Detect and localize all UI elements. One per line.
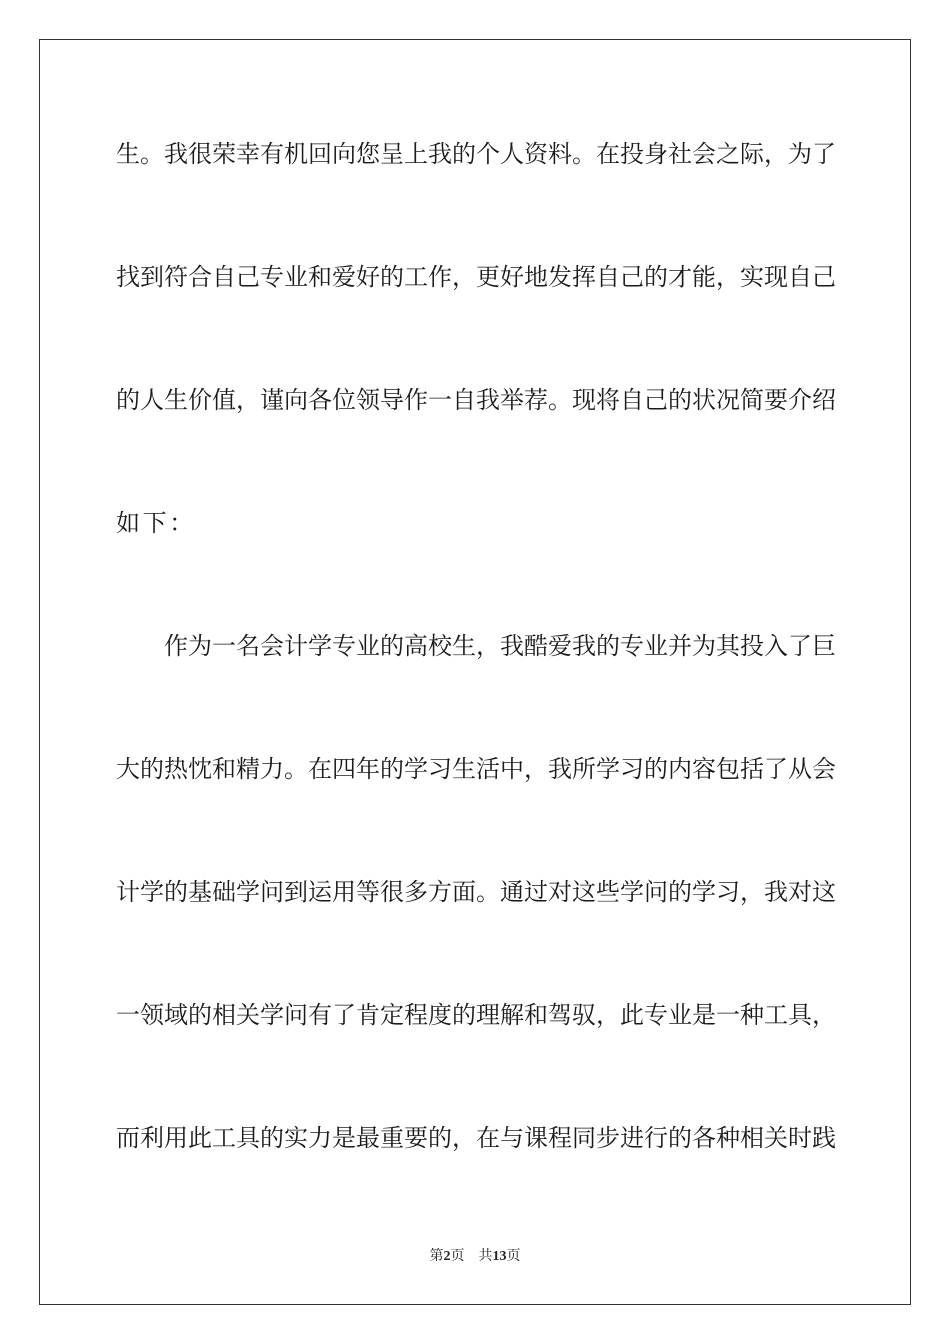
paragraph-line-8: 一领域的相关学问有了肯定程度的理解和驾驭，此专业是一种工具， [116, 1001, 836, 1029]
page-suffix: 页 [450, 1248, 465, 1264]
page-number: 2 [443, 1249, 451, 1264]
paragraph-line-1: 生。我很荣幸有机回向您呈上我的个人资料。在投身社会之际，为了 [116, 140, 836, 168]
page-prefix: 第 [429, 1248, 444, 1264]
paragraph-line-4: 如下： [116, 509, 196, 537]
paragraph-line-5: 作为一名会计学专业的高校生，我酷爱我的专业并为其投入了巨 [164, 632, 836, 660]
page-border [39, 39, 911, 1305]
total-prefix: 共 [478, 1248, 493, 1264]
paragraph-line-2: 找到符合自己专业和爱好的工作，更好地发挥自己的才能，实现自己 [116, 263, 836, 291]
page-footer [0, 1247, 950, 1266]
paragraph-line-9: 而利用此工具的实力是最重要的，在与课程同步进行的各种相关时践 [116, 1124, 836, 1152]
total-pages: 13 [492, 1249, 507, 1264]
paragraph-line-3: 的人生价值，谨向各位领导作一自我举荐。现将自己的状况简要介绍 [116, 386, 836, 414]
paragraph-line-7: 计学的基础学问到运用等很多方面。通过对这些学问的学习，我对这 [116, 878, 836, 906]
paragraph-line-6: 大的热忱和精力。在四年的学习生活中，我所学习的内容包括了从会 [116, 755, 836, 783]
total-suffix: 页 [506, 1248, 521, 1264]
